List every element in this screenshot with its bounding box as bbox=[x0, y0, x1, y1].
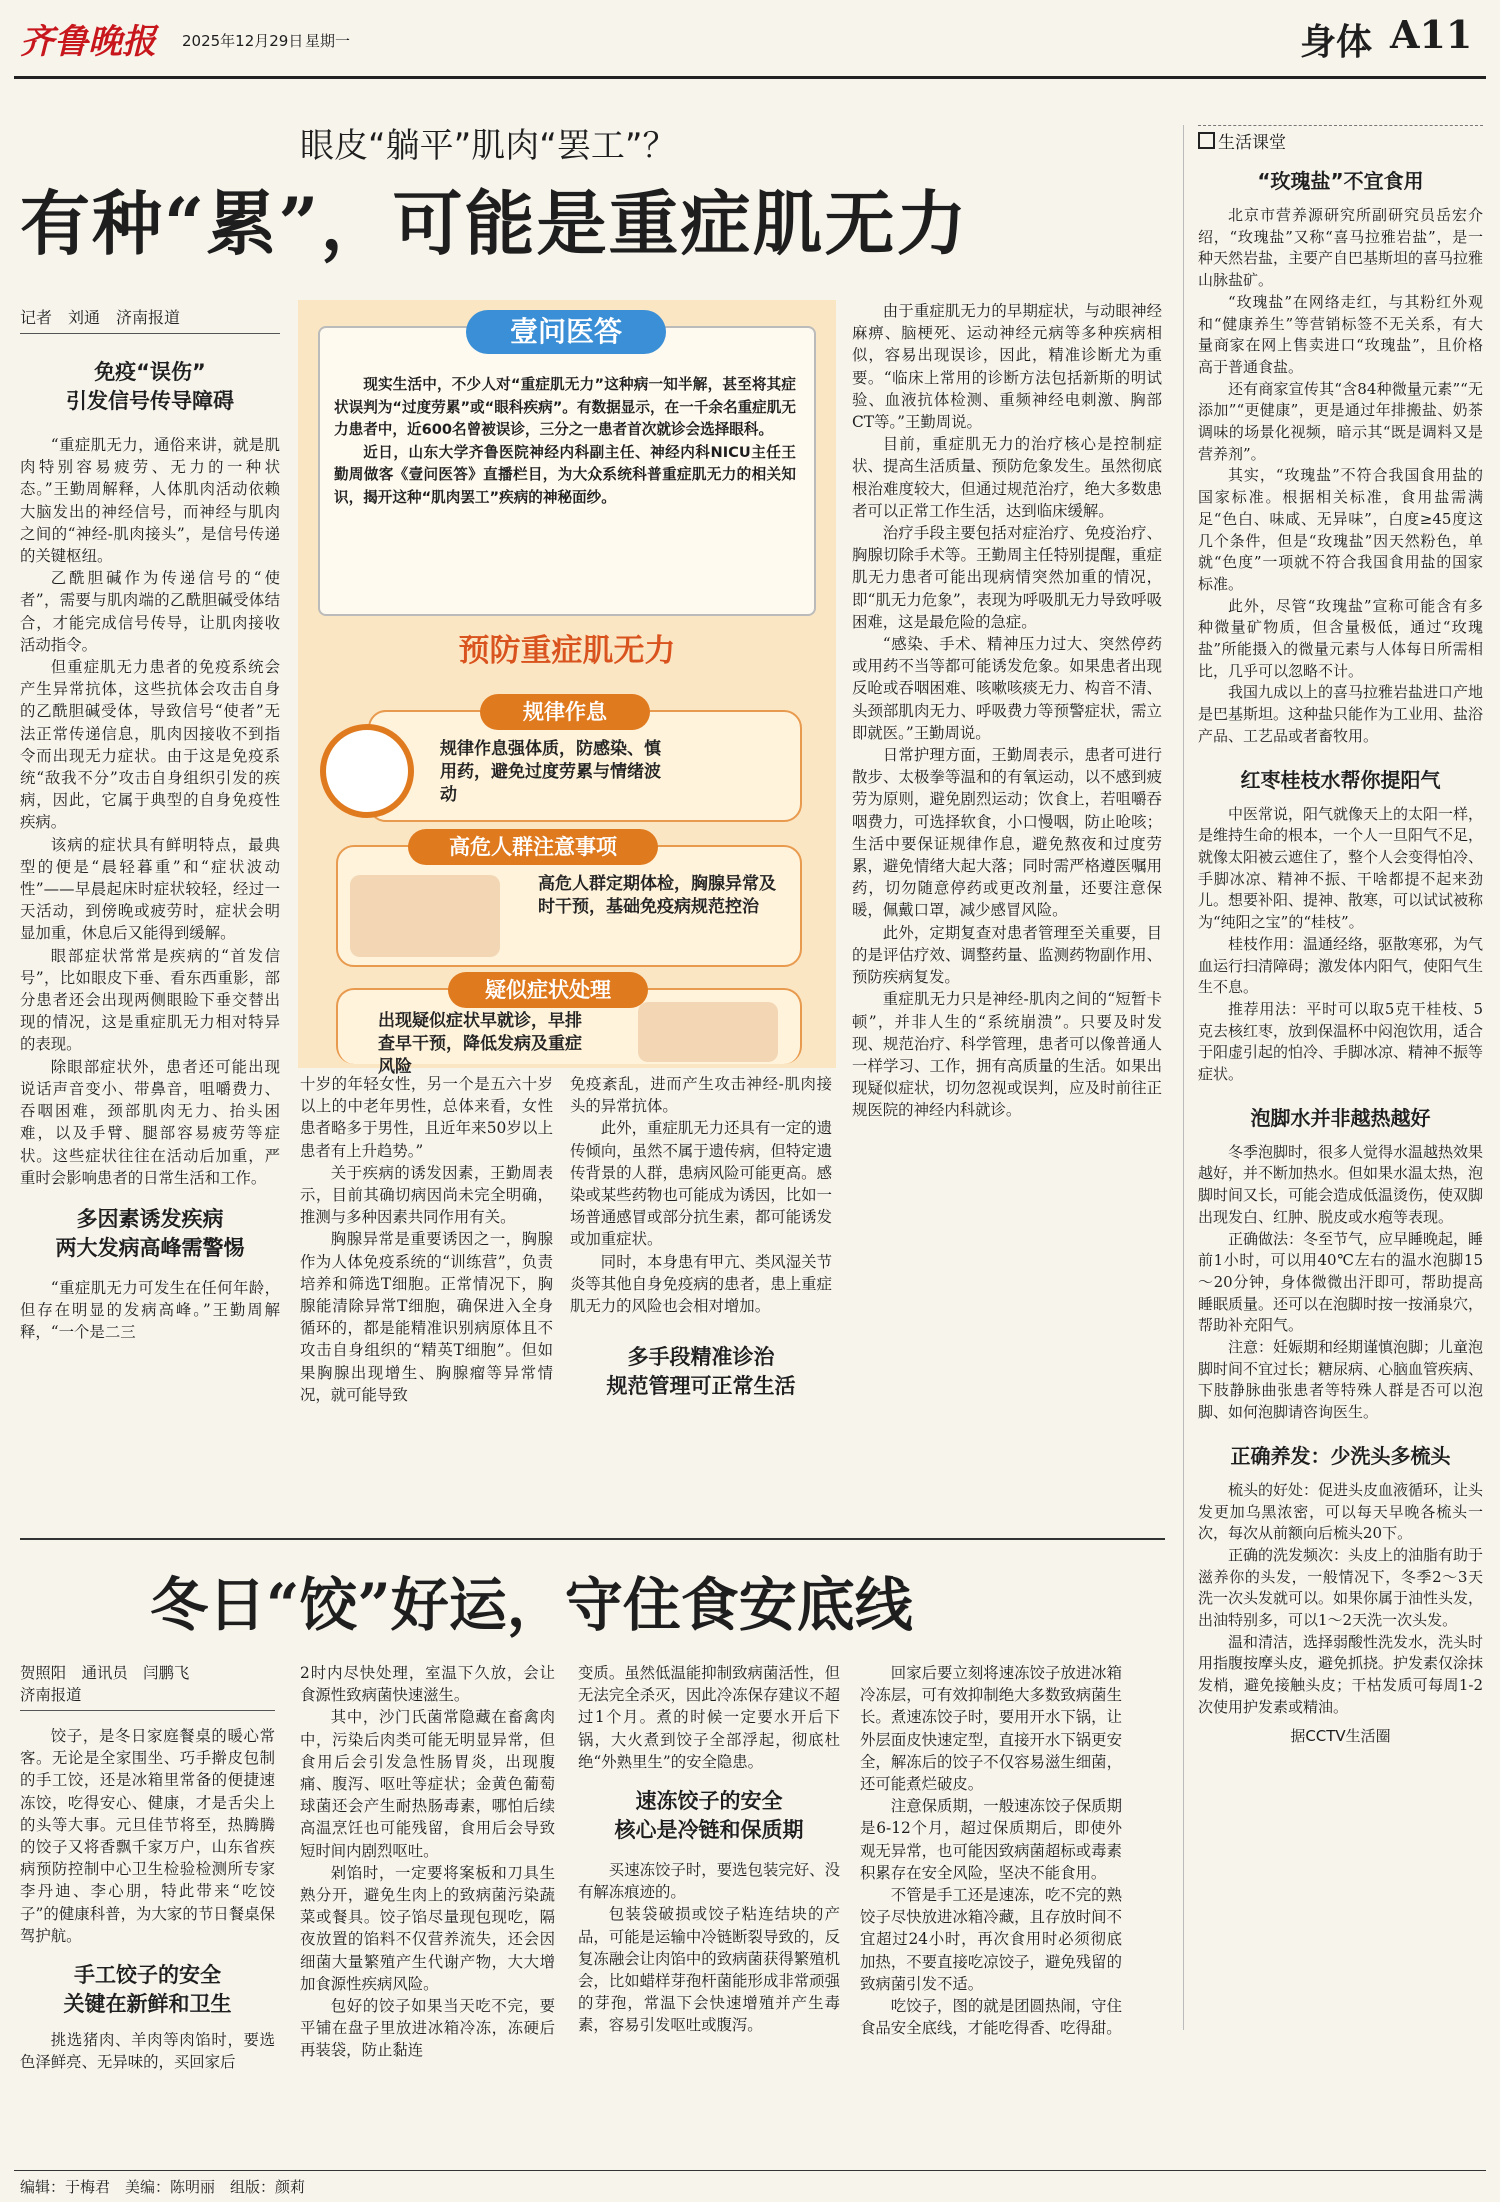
card-suspected bbox=[336, 978, 802, 1077]
card-body: 高危人群定期体检，胸腺异常及时干预，基础免疫病规范控治 bbox=[538, 874, 776, 917]
article2-byline: 贺照阳 通讯员 闫鹏飞 济南报道 bbox=[20, 1664, 190, 1704]
section-name: 身体 bbox=[1300, 21, 1373, 63]
infobox-logo: 壹问医答 bbox=[466, 310, 666, 354]
card-title: 高危人群注意事项 bbox=[408, 829, 658, 865]
page-number: A11 bbox=[1390, 12, 1473, 57]
issue-weekday: 星期一 bbox=[305, 32, 351, 50]
article2-col1-body-2: 挑选猪肉、羊肉等肉馅时，要选色泽鲜亮、无异味的，买回家后 bbox=[20, 2031, 275, 2072]
article2-col1-body: 饺子，是冬日家庭餐桌的暖心常客。无论是全家围坐、巧手擀皮包制的手工饺，还是冰箱里常备的便捷速冻饺，吃得安心、健康，才是舌尖上的头等大事。元旦佳节将至，热腾腾的饺子又将香飘千家万户，山东省疾病预防控制中心卫生检验检测所专家李丹迪、李心朋，特此带来“吃饺子”的健康科普，为大家的节日餐桌保驾护航。 bbox=[20, 1727, 275, 1945]
sidebar bbox=[1198, 125, 1483, 1746]
doctor-icon bbox=[638, 1002, 778, 1062]
clock-icon bbox=[320, 724, 414, 818]
footer-credits: 编辑：于梅君 美编：陈明丽 组版：颜莉 bbox=[20, 2178, 306, 2196]
article1-headline: 有种“累”，可能是重症肌无力 bbox=[20, 182, 969, 265]
article1-col3-body: 免疫紊乱，进而产生攻击神经-肌肉接头的异常抗体。 此外，重症肌无力还具有一定的遗传倾向，虽然不属于遗传病，但特定遗传背景的人群，患病风险可能更高。感染或某些药物也可能成为诱因，比如一场普通感冒或部分抗生素，都可能诱发或加重症状。 同时，本身患有甲亢、类风湿关节炎等其他自身免疫病的患者，患上重症肌无力的风险也会相对增加。 bbox=[570, 1075, 832, 1316]
sidebar-source: 据CCTV生活圈 bbox=[1290, 1726, 1391, 1745]
card-body: 出现疑似症状早就诊，早排查早干预，降低发病及重症风险 bbox=[378, 1011, 582, 1077]
article1-col4-body: 由于重症肌无力的早期症状，与动眼神经麻痹、脑梗死、运动神经元病等多种疾病相似，容易出现误诊，因此，精准诊断尤为重要。“临床上常用的诊断方法包括新斯的明试验、血液抗体检测、重频神经电刺激、胸部CT等。”王勤周说。 目前，重症肌无力的治疗核心是控制症状、提高生活质量、预防危象发生。虽然彻底根治难度较大，但通过规范治疗，绝大多数患者可以正常工作生活，达到临床缓解。 治疗手段主要包括对症治疗、免疫治疗、胸腺切除手术等。王勤周主任特别提醒，重症肌无力患者可能出现病情突然加重的情况，即“肌无力危象”，表现为呼吸肌无力导致呼吸困难，这是最危险的急症。 “感染、手术、精神压力过大、突然停药或用药不当等都可能诱发危象。如果患者出现反呛或吞咽困难、咳嗽咳痰无力、构音不清、头颈部肌肉无力、呼吸费力等预警症状，需立即就医。”王勤周说。 日常护理方面，王勤周表示，患者可进行散步、太极拳等温和的有氧运动，以不感到疲劳为原则，避免剧烈运动；饮食上，若咀嚼吞咽费力，可选择软食，小口慢咽，防止呛咳；生活中要保证规律作息，避免熬夜和过度劳累，避免情绪大起大落；同时需严格遵医嘱用药，切勿随意停药或更改剂量，还要注意保暖，佩戴口罩，减少感冒风险。 此外，定期复查对患者管理至关重要，目的是评估疗效、调整药量、监测药物副作用、预防疾病复发。 重症肌无力只是神经-肌肉之间的“短暂卡顿”，并非人生的“系统崩溃”。只要及时发现、规范治疗、科学管理，患者可以像普通人一样学习、工作，拥有高质量的生活。如果出现疑似症状，切勿忽视或误判，应及时前往正规医院的神经内科就诊。 bbox=[852, 302, 1162, 1120]
subheading: 手工饺子的安全 关键在新鲜和卫生 bbox=[63, 1963, 232, 2017]
subheading: 多手段精准诊治 规范管理可正常生活 bbox=[606, 1345, 796, 1399]
issue-date: 2025年12月29日 bbox=[182, 32, 304, 50]
subheading: 多因素诱发疾病 两大发病高峰需警惕 bbox=[55, 1206, 245, 1260]
sidebar-body: 北京市营养源研究所副研究员岳宏介绍，“玫瑰盐”又称“喜马拉雅岩盐”，是一种天然岩盐，主要产自巴基斯坦的喜马拉雅山脉盐矿。 “玫瑰盐”在网络走红，与其粉红外观和“健康养生”等营销标签不无关系，有大量商家在网上售卖进口“玫瑰盐”，且价格高于普通食盐。 还有商家宣传其“含84种微量元素”“无添加”“更健康”，更是通过年排搬盐、奶茶调味的场景化视频，暗示其“既是调料又是营养剂”。 其实，“玫瑰盐”不符合我国食用盐的国家标准。根据相关标准，食用盐需满足“色白、味咸、无异味”，白度≥45度这几个条件，但是“玫瑰盐”因天然粉色，单就“色度”一项就不符合我国食用盐的国家标准。 此外，尽管“玫瑰盐”宣称可能含有多种微量矿物质，但含量极低，通过“玫瑰盐”所能摄入的微量元素与人体每日所需相比，几乎可以忽略不计。 我国九成以上的喜马拉雅岩盐进口产地是巴基斯坦。这种盐只能作为工业用、盐浴产品、工艺品或者畜牧用。 bbox=[1198, 206, 1484, 745]
article2-col3-body-2: 买速冻饺子时，要选包装完好、没有解冻痕迹的。 包装袋破损或饺子粘连结块的产品，可能是运输中冷链断裂导致的，反复冻融会让肉馅中的致病菌获得繁殖机会，比如蜡样芽孢杆菌能形成非常顽强的芽孢，常温下会快速增殖并产生毒素，容易引发呕吐或腹泻。 bbox=[578, 1861, 840, 2035]
sidebar-title: 正确养发：少洗头多梳头 bbox=[1230, 1443, 1451, 1468]
masthead-rule bbox=[14, 76, 1486, 79]
infobox-intro: 现实生活中，不少人对“重症肌无力”这种病一知半解，甚至将其症状误判为“过度劳累”或“眼科疾病”。有数据显示，在一千余名重症肌无力患者中，近600名曾被误诊，三分之一患者首次就诊会选择眼科。 近日，山东大学齐鲁医院神经内科副主任、神经内科NICU主任王勤周做客《壹问医答》直播栏目，为大众系统科普重症肌无力的相关知识，揭开这种“肌肉罢工”疾病的神秘面纱。 bbox=[334, 376, 796, 506]
newspaper-logo: 齐鲁晚报 bbox=[20, 22, 156, 62]
column-tag: 生活课堂 bbox=[1198, 125, 1483, 153]
card-title: 疑似症状处理 bbox=[448, 972, 648, 1008]
card-body: 规律作息强体质，防感染、慎用药，避免过度劳累与情绪波动 bbox=[440, 739, 661, 805]
sidebar-body: 冬季泡脚时，很多人觉得水温越热效果越好，并不断加热水。但如果水温太热，泡脚时间又长，可能会造成低温烫伤，使双脚出现发白、红肿、脱皮或水疱等表现。 正确做法：冬至节气，应早睡晚起，睡前1小时，可以用40℃左右的温水泡脚15～20分钟，身体微微出汗即可，帮助提高睡眠质量。还可以在泡脚时按一按涌泉穴，帮助补充阳气。 注意：妊娠期和经期谨慎泡脚；儿童泡脚时间不宜过长；糖尿病、心脑血管疾病、下肢静脉曲张患者等特殊人群是否可以泡脚、如何泡脚请咨询医生。 bbox=[1198, 1142, 1484, 1422]
article1-col1-body: “重症肌无力，通俗来讲，就是肌肉特别容易疲劳、无力的一种状态。”王勤周解释，人体肌肉活动依赖大脑发出的神经信号，而神经与肌肉之间的“神经-肌肉接头”，是信号传递的关键枢纽。 乙酰胆碱作为传递信号的“使者”，需要与肌肉端的乙酰胆碱受体结合，才能完成信号传导，让肌肉接收活动指令。 但重症肌无力患者的免疫系统会产生异常抗体，这些抗体会攻击自身的乙酰胆碱受体，导致信号“使者”无法正常传递信息，肌肉因接收不到指令而出现无力症状。由于这是免疫系统“敌我不分”攻击自身组织引发的疾病，因此，它属于典型的自身免疫性疾病。 该病的症状具有鲜明特点，最典型的便是“晨轻暮重”和“症状波动性”——早晨起床时症状较轻，经过一天活动，到傍晚或疲劳时，症状会明显加重，休息后又能得到缓解。 眼部症状常常是疾病的“首发信号”，比如眼皮下垂、看东西重影，部分患者还会出现两侧眼睑下垂交替出现的情况，这是重症肌无力相对特异的表现。 除眼部症状外，患者还可能出现说话声音变小、带鼻音，咀嚼费力、吞咽困难，颈部肌肉无力、抬头困难，以及手臂、腿部容易疲劳等症状。这些症状往往在活动后加重，严重时会影响患者的日常生活和工作。 bbox=[20, 436, 280, 1187]
card-title: 规律作息 bbox=[480, 694, 650, 730]
infobox bbox=[298, 300, 836, 1077]
subheading: 速冻饺子的安全 核心是冷链和保质期 bbox=[614, 1789, 804, 1843]
byline-rule bbox=[20, 333, 280, 334]
article1-col1-body-2: “重症肌无力可发生在任何年龄，但存在明显的发病高峰。”王勤周解释，“一个是二三 bbox=[20, 1278, 280, 1342]
article2-col3-body: 变质。虽然低温能抑制致病菌活性，但无法完全杀灭，因此冷冻保存建议不超过1个月。煮的时候一定要水开后下锅，大火煮到饺子全部浮起，彻底杜绝“外熟里生”的安全隐患。 bbox=[578, 1664, 840, 1771]
sidebar-title: 泡脚水并非越热越好 bbox=[1250, 1105, 1431, 1130]
article2-col4-body: 回家后要立刻将速冻饺子放进冰箱冷冻层，可有效抑制绝大多数致病菌生长。煮速冻饺子时，要用开水下锅，让外层面皮快速定型，直接开水下锅更安全，解冻后的饺子不仅容易滋生细菌，还可能煮烂破皮。 注意保质期，一般速冻饺子保质期是6-12个月，超过保质期后，即使外观无异常，也可能因致病菌超标或毒素积累存在安全风险，坚决不能食用。 不管是手工还是速冻，吃不完的熟饺子尽快放进冰箱冷藏，且存放时间不宜超过24小时，再次食用时必须彻底加热，不要直接吃凉饺子，避免残留的致病菌引发不适。 吃饺子，图的就是团圆热闹，守住食品安全底线，才能吃得香、吃得甜。 bbox=[860, 1664, 1122, 2038]
article-divider bbox=[20, 1538, 1165, 1540]
doctor-patient-icon bbox=[350, 875, 500, 957]
footer-rule bbox=[14, 2170, 1486, 2171]
card-high-risk bbox=[336, 835, 802, 967]
sidebar-title: 红枣桂枝水帮你提阳气 bbox=[1240, 767, 1441, 792]
sidebar-body: 梳头的好处：促进头皮血液循环，让头发更加乌黑浓密，可以每天早晚各梳头一次，每次从前额向后梳头20下。 正确的洗发频次：头皮上的油脂有助于滋养你的头发，一般情况下，冬季2～3天洗一次头发就可以。如果你属于油性头发，出油特别多，可以1～2天洗一次头发。 温和清洁，选择弱酸性洗发水，洗头时用指腹按摩头皮，避免抓挠。护发素仅涂抹发梢，避免接触头皮；干枯发质可每周1-2次使用护发素或精油。 bbox=[1198, 1480, 1484, 1716]
notebook-icon bbox=[1198, 132, 1215, 149]
article2-headline: 冬日“饺”好运，守住食安底线 bbox=[150, 1571, 913, 1639]
article1-col2-body: 十岁的年轻女性，另一个是五六十岁以上的中老年男性，总体来看，女性患者略多于男性，且近年来50岁以上患者有上升趋势。” 关于疾病的诱发因素，王勤周表示，目前其确切病因尚未完全明确，推测与多种因素共同作用有关。 胸腺异常是重要诱因之一，胸腺作为人体免疫系统的“训练营”，负责培养和筛选T细胞。正常情况下，胸腺能清除异常T细胞，确保进入全身循环的，都是能精准识别病原体且不攻击自身组织的“精英T细胞”。但如果胸腺出现增生、胸腺瘤等异常情况，就可能导致 bbox=[300, 1075, 553, 1404]
infobox-title: 预防重症肌无力 bbox=[458, 633, 676, 669]
sidebar-body: 中医常说，阳气就像天上的太阳一样，是维持生命的根本，一个人一旦阳气不足，就像太阳被云遮住了，整个人会变得怕冷、手脚冰凉、精神不振、干啥都提不起来劲儿。想要补阳、提神、散寒，可以试试被称为“纯阳之宝”的“桂枝”。 桂枝作用：温通经络，驱散寒邪，为气血运行扫清障碍；激发体内阳气，使阳气生生不息。 推荐用法：平时可以取5克干桂枝、5克去核红枣，放到保温杯中闷泡饮用，适合于阳虚引起的怕冷、手脚冰凉、精神不振等症状。 bbox=[1198, 804, 1484, 1084]
card-routine bbox=[368, 700, 802, 822]
sidebar-title: “玫瑰盐”不宜食用 bbox=[1257, 169, 1424, 193]
column-divider bbox=[1183, 125, 1184, 2030]
article2-col2-body: 2时内尽快处理，室温下久放，会让食源性致病菌快速滋生。 其中，沙门氏菌常隐藏在畜禽肉中，污染后肉类可能无明显异常，但食用后会引发急性肠胃炎，出现腹痛、腹泻、呕吐等症状；金黄色葡萄球菌还会产生耐热肠毒素，哪怕后续高温烹饪也可能残留，食用后会导致短时间内剧烈呕吐。 剁馅时，一定要将案板和刀具生熟分开，避免生肉上的致病菌污染蔬菜或餐具。饺子馅尽量现包现吃，隔夜放置的馅料不仅营养流失，还会因细菌大量繁殖产生代谢产物，大大增加食源性疾病风险。 包好的饺子如果当天吃不完，要平铺在盘子里放进冰箱冷冻，冻硬后再装袋，防止黏连 bbox=[300, 1664, 555, 2060]
masthead bbox=[0, 0, 1500, 70]
article1-byline: 记者 刘通 济南报道 bbox=[20, 308, 181, 327]
article1-kicker: 眼皮“躺平”肌肉“罢工”？ bbox=[300, 126, 677, 166]
byline-rule bbox=[20, 1710, 275, 1711]
subheading: 免疫“误伤” 引发信号传导障碍 bbox=[66, 360, 234, 413]
